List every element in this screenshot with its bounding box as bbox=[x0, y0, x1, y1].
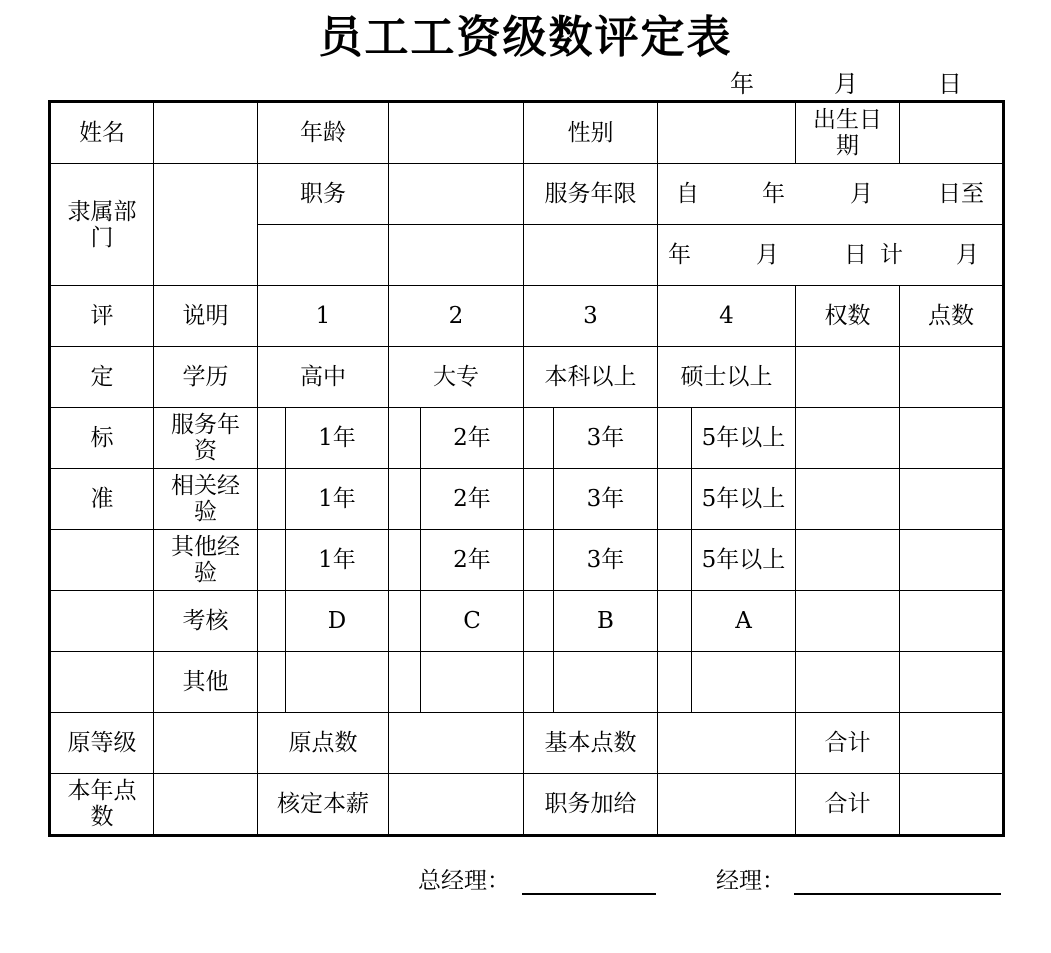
criteria-side-char: 准 bbox=[50, 469, 154, 530]
table-row bbox=[50, 530, 1004, 591]
table-row bbox=[50, 652, 1004, 713]
check-box-cell[interactable] bbox=[524, 530, 554, 591]
check-box-cell[interactable] bbox=[258, 530, 286, 591]
date-day-label: 日 bbox=[938, 70, 962, 98]
svc-year-label: 年 bbox=[762, 181, 785, 207]
points-cell[interactable] bbox=[900, 591, 1004, 652]
service-period-to-cell[interactable] bbox=[658, 225, 1004, 286]
weight-cell[interactable] bbox=[796, 347, 900, 408]
total-value-cell[interactable] bbox=[900, 713, 1004, 774]
total2-value-cell[interactable] bbox=[900, 774, 1004, 836]
base-points-label: 基本点数 bbox=[524, 713, 658, 774]
service-years-label: 服务年限 bbox=[524, 164, 658, 225]
department-label-text: 隶属部门 bbox=[67, 198, 137, 251]
assessment-level: B bbox=[554, 591, 658, 652]
department-value-cell[interactable] bbox=[154, 164, 258, 286]
birth-date-label bbox=[796, 102, 900, 164]
table-row bbox=[50, 774, 1004, 836]
education-level: 大专 bbox=[389, 347, 524, 408]
date-month-label: 月 bbox=[834, 70, 858, 98]
table-row bbox=[50, 591, 1004, 652]
service-seniority-label-text: 服务年资 bbox=[171, 412, 240, 464]
table-row bbox=[50, 713, 1004, 774]
related-exp-label bbox=[154, 469, 258, 530]
table-row bbox=[50, 408, 1004, 469]
check-box-cell[interactable] bbox=[258, 469, 286, 530]
education-label: 学历 bbox=[154, 347, 258, 408]
blank-cell[interactable] bbox=[389, 225, 524, 286]
blank-cell[interactable] bbox=[554, 652, 658, 713]
criteria-side-char: 评 bbox=[50, 286, 154, 347]
check-box-cell[interactable] bbox=[524, 652, 554, 713]
department-label bbox=[50, 164, 154, 286]
date-year-label: 年 bbox=[730, 70, 754, 98]
total2-label: 合计 bbox=[796, 774, 900, 836]
year-level: 3年 bbox=[554, 408, 658, 469]
base-salary-value-cell[interactable] bbox=[389, 774, 524, 836]
criteria-side-char: 标 bbox=[50, 408, 154, 469]
year-level: 1年 bbox=[286, 408, 389, 469]
table-row bbox=[50, 164, 1004, 225]
blank-cell[interactable] bbox=[286, 652, 389, 713]
svc-day-to-label: 日至 bbox=[938, 181, 984, 207]
table-row bbox=[50, 469, 1004, 530]
check-box-cell[interactable] bbox=[258, 652, 286, 713]
points-cell[interactable] bbox=[900, 652, 1004, 713]
weight-cell[interactable] bbox=[796, 530, 900, 591]
general-manager-signature-line[interactable] bbox=[522, 893, 656, 895]
service-period-from-cell[interactable] bbox=[658, 164, 1004, 225]
blank-side-cell bbox=[50, 591, 154, 652]
svc-total-label: 计 bbox=[880, 242, 903, 268]
blank-cell[interactable] bbox=[524, 225, 658, 286]
blank-side-cell bbox=[50, 652, 154, 713]
position-value-cell[interactable] bbox=[389, 164, 524, 225]
year-level: 5年以上 bbox=[692, 469, 796, 530]
weight-cell[interactable] bbox=[796, 652, 900, 713]
level-header: 4 bbox=[658, 286, 796, 347]
check-box-cell[interactable] bbox=[524, 408, 554, 469]
age-value-cell[interactable] bbox=[389, 102, 524, 164]
blank-cell[interactable] bbox=[692, 652, 796, 713]
gender-label: 性别 bbox=[524, 102, 658, 164]
year-level: 5年以上 bbox=[692, 530, 796, 591]
blank-side-cell bbox=[50, 530, 154, 591]
education-level: 硕士以上 bbox=[658, 347, 796, 408]
manager-label: 经理： bbox=[716, 868, 785, 894]
svc-month2-label: 月 bbox=[756, 242, 779, 268]
assessment-label: 考核 bbox=[154, 591, 258, 652]
assessment-level: D bbox=[286, 591, 389, 652]
related-exp-label-text: 相关经验 bbox=[171, 473, 240, 525]
position-allowance-label: 职务加给 bbox=[524, 774, 658, 836]
svc-from-label: 自 bbox=[676, 181, 699, 207]
table-row bbox=[50, 286, 1004, 347]
svc-year2-label: 年 bbox=[668, 242, 691, 268]
position-label: 职务 bbox=[258, 164, 389, 225]
check-box-cell[interactable] bbox=[658, 591, 692, 652]
year-level: 5年以上 bbox=[692, 408, 796, 469]
points-cell[interactable] bbox=[900, 408, 1004, 469]
original-grade-label: 原等级 bbox=[50, 713, 154, 774]
position-allowance-value-cell[interactable] bbox=[658, 774, 796, 836]
check-box-cell[interactable] bbox=[658, 652, 692, 713]
education-level: 高中 bbox=[258, 347, 389, 408]
gender-value-cell[interactable] bbox=[658, 102, 796, 164]
weight-label: 权数 bbox=[796, 286, 900, 347]
base-points-value-cell[interactable] bbox=[658, 713, 796, 774]
total-label: 合计 bbox=[796, 713, 900, 774]
points-cell[interactable] bbox=[900, 469, 1004, 530]
table-row bbox=[50, 102, 1004, 164]
check-box-cell[interactable] bbox=[524, 469, 554, 530]
weight-cell[interactable] bbox=[796, 469, 900, 530]
blank-cell[interactable] bbox=[258, 225, 389, 286]
year-level: 3年 bbox=[554, 530, 658, 591]
check-box-cell[interactable] bbox=[389, 408, 421, 469]
check-box-cell[interactable] bbox=[389, 652, 421, 713]
svc-month-label: 月 bbox=[850, 181, 873, 207]
original-grade-value-cell[interactable] bbox=[154, 713, 258, 774]
year-level: 3年 bbox=[554, 469, 658, 530]
assessment-level: C bbox=[421, 591, 524, 652]
assessment-level: A bbox=[692, 591, 796, 652]
level-header: 3 bbox=[524, 286, 658, 347]
check-box-cell[interactable] bbox=[389, 530, 421, 591]
name-label: 姓名 bbox=[50, 102, 154, 164]
points-cell[interactable] bbox=[900, 347, 1004, 408]
points-label: 点数 bbox=[900, 286, 1004, 347]
check-box-cell[interactable] bbox=[524, 591, 554, 652]
birth-date-value-cell[interactable] bbox=[900, 102, 1004, 164]
other-exp-label-text: 其他经验 bbox=[171, 534, 240, 586]
check-box-cell[interactable] bbox=[658, 530, 692, 591]
year-level: 2年 bbox=[421, 469, 524, 530]
points-cell[interactable] bbox=[900, 530, 1004, 591]
explain-label: 说明 bbox=[154, 286, 258, 347]
year-points-label bbox=[50, 774, 154, 836]
weight-cell[interactable] bbox=[796, 408, 900, 469]
general-manager-label: 总经理： bbox=[418, 868, 510, 894]
name-value-cell[interactable] bbox=[154, 102, 258, 164]
check-box-cell[interactable] bbox=[389, 469, 421, 530]
service-seniority-label bbox=[154, 408, 258, 469]
manager-signature-line[interactable] bbox=[794, 893, 1001, 895]
year-points-label-text: 本年点数 bbox=[67, 778, 137, 830]
check-box-cell[interactable] bbox=[258, 591, 286, 652]
year-points-value-cell[interactable] bbox=[154, 774, 258, 836]
birth-date-label-text: 出生日期 bbox=[813, 107, 882, 159]
check-box-cell[interactable] bbox=[389, 591, 421, 652]
criteria-side-char: 定 bbox=[50, 347, 154, 408]
blank-cell[interactable] bbox=[421, 652, 524, 713]
check-box-cell[interactable] bbox=[258, 408, 286, 469]
check-box-cell[interactable] bbox=[658, 408, 692, 469]
year-level: 1年 bbox=[286, 469, 389, 530]
original-points-value-cell[interactable] bbox=[389, 713, 524, 774]
svc-day2-label: 日 bbox=[844, 242, 867, 268]
level-header: 2 bbox=[389, 286, 524, 347]
age-label: 年龄 bbox=[258, 102, 389, 164]
table-row bbox=[50, 347, 1004, 408]
year-level: 2年 bbox=[421, 408, 524, 469]
other-label: 其他 bbox=[154, 652, 258, 713]
original-points-label: 原点数 bbox=[258, 713, 389, 774]
weight-cell[interactable] bbox=[796, 591, 900, 652]
check-box-cell[interactable] bbox=[658, 469, 692, 530]
year-level: 2年 bbox=[421, 530, 524, 591]
other-exp-label bbox=[154, 530, 258, 591]
svc-month3-label: 月 bbox=[956, 242, 979, 268]
base-salary-label: 核定本薪 bbox=[258, 774, 389, 836]
level-header: 1 bbox=[258, 286, 389, 347]
page-title: 员工工资级数评定表 bbox=[318, 12, 733, 63]
year-level: 1年 bbox=[286, 530, 389, 591]
education-level: 本科以上 bbox=[524, 347, 658, 408]
evaluation-form-table bbox=[48, 100, 1005, 837]
